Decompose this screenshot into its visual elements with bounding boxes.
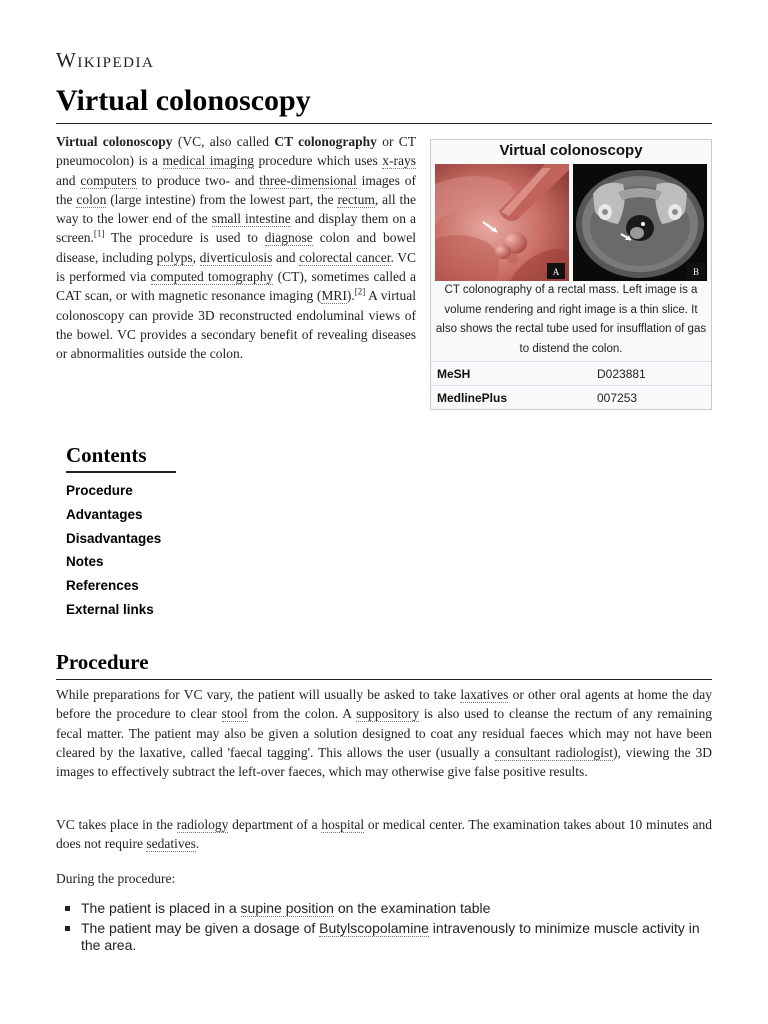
citation-1[interactable]: [1] [93, 228, 105, 239]
link-suppository[interactable]: suppository [356, 706, 420, 722]
table-of-contents [66, 443, 176, 622]
infobox-row-mesh [431, 361, 711, 385]
link-diagnose[interactable]: diagnose [264, 230, 313, 246]
lead-text: procedure which uses [254, 153, 383, 169]
toc-item-advantages[interactable]: Advantages [66, 506, 143, 522]
link-polyps[interactable]: polyps [156, 249, 193, 265]
image-label-b: B [692, 267, 700, 277]
image-label-a: A [552, 267, 560, 277]
lead-text: to produce two- and [136, 172, 260, 188]
toc-item-references[interactable]: References [66, 578, 139, 594]
link-x-rays[interactable]: x-rays [382, 153, 416, 169]
infobox-title: Virtual colonoscopy [499, 142, 643, 159]
link-hospital[interactable]: hospital [321, 817, 365, 832]
procedure-paragraph-1 [56, 685, 712, 781]
lead-paragraph [56, 132, 416, 364]
infobox-row-value[interactable]: 007253 [597, 390, 638, 405]
body-text: is also used to cleanse the rectum of any remaining fecal matter. The patient may also be given a solution designed to coat any residual faeces which may not have been cleared by the laxative, called 'faecal tagging'. This allows the user (usually a [56, 706, 712, 760]
link-medical-imaging[interactable]: medical imaging [162, 153, 254, 169]
lead-text: and [272, 249, 300, 265]
lead-text: , all the way to the lower end of the [56, 191, 416, 227]
ct-slice-image[interactable] [573, 164, 707, 281]
list-item [56, 920, 712, 954]
lead-text: (large intestine) from the lowest part, the [106, 191, 338, 207]
body-text: or medical center. The examination takes about 10 minutes and does not require [56, 817, 712, 852]
lead-bold-term: Virtual colonoscopy [56, 134, 173, 149]
link-sedatives[interactable]: sedatives [146, 836, 196, 852]
volume-rendering-image[interactable] [435, 164, 569, 281]
link-computed-tomography[interactable]: computed tomography [150, 269, 274, 285]
list-item [56, 900, 712, 917]
lead-text: and display them on a screen. [56, 211, 417, 246]
link-supine-position[interactable]: supine position [240, 900, 334, 916]
infobox-caption: CT colonography of a rectal mass. Left image is a volume rendering and right image is a thin slice. It also shows the rectal tube used for insufflation of gas to distend the colon. [435, 284, 707, 355]
citation-2[interactable]: [2] [354, 286, 366, 297]
list-item-text: The patient may be given a dosage of [81, 920, 320, 936]
lead-text: (CT), sometimes called a CAT scan, or with magnetic resonance imaging ( [56, 269, 416, 304]
link-consultant-radiologist[interactable]: consultant radiologist [494, 744, 614, 760]
lead-text: . VC is performed via [56, 249, 417, 285]
procedure-paragraph-3: During the procedure: [56, 871, 176, 886]
lead-text: or CT pneumocolon) is a [56, 134, 416, 169]
page-title: Virtual colonoscopy [56, 84, 712, 124]
lead-text: (VC, also called [172, 134, 275, 149]
link-three-dimensional[interactable]: three-dimensional [259, 172, 357, 188]
link-stool[interactable]: stool [221, 706, 248, 722]
section-heading-procedure: Procedure [56, 650, 712, 680]
link-rectum[interactable]: rectum [337, 191, 375, 207]
procedure-paragraph-2 [56, 815, 712, 854]
lead-text: and [56, 172, 81, 188]
infobox-row-key[interactable]: MeSH [437, 366, 471, 381]
infobox-row-value[interactable]: D023881 [597, 366, 646, 381]
toc-item-notes[interactable]: Notes [66, 554, 104, 570]
lead-text: , [192, 249, 200, 265]
link-small-intestine[interactable]: small intestine [211, 211, 291, 227]
link-computers[interactable]: computers [80, 172, 137, 188]
infobox [430, 139, 712, 410]
list-item-text: The patient is placed in a [81, 900, 241, 916]
link-colon[interactable]: colon [76, 191, 107, 207]
procedure-steps-list [56, 900, 712, 957]
link-laxatives[interactable]: laxatives [460, 687, 509, 702]
link-butylscopolamine[interactable]: Butylscopolamine [319, 920, 429, 936]
toc-title: Contents [66, 443, 176, 473]
wikipedia-wordmark[interactable]: Wikipedia [56, 48, 155, 72]
body-text: While preparations for VC vary, the patient will usually be asked to take [56, 687, 461, 702]
body-text: department of a [228, 817, 322, 832]
lead-bold-alias: CT colonography [274, 134, 377, 149]
link-radiology[interactable]: radiology [176, 817, 229, 832]
link-colorectal-cancer[interactable]: colorectal cancer [299, 249, 391, 265]
lead-text: The procedure is used to [104, 230, 265, 246]
body-text: ), viewing the 3D images to effectively subtract the left-over faeces, which may otherwise give false positive results. [56, 744, 713, 780]
lead-text: A virtual colonoscopy can provide 3D reconstructed endoluminal views of the bowel. VC provides a secondary benefit of revealing diseases or abnormalities outside the colon. [56, 288, 416, 362]
infobox-row-key[interactable]: MedlinePlus [437, 390, 508, 405]
body-text: . [195, 836, 200, 852]
infobox-row-medlineplus [431, 385, 711, 409]
infobox-images [431, 164, 711, 281]
link-diverticulosis[interactable]: diverticulosis [199, 249, 273, 265]
toc-item-external-links[interactable]: External links [66, 601, 154, 617]
list-item-text: on the examination table [333, 900, 491, 916]
list-item-text: intravenously to minimize muscle activity in the area. [81, 920, 700, 953]
toc-item-disadvantages[interactable]: Disadvantages [66, 530, 162, 546]
lead-text: colon and bowel disease, including [56, 230, 416, 265]
toc-item-procedure[interactable]: Procedure [66, 483, 133, 498]
body-text: VC takes place in the [56, 817, 177, 832]
link-mri[interactable]: MRI [321, 288, 347, 304]
body-text: from the colon. A [247, 706, 357, 722]
body-text: or other oral agents at home the day before the procedure to clear [56, 687, 712, 722]
lead-text: images of the [56, 172, 416, 207]
lead-text: ). [346, 288, 355, 304]
